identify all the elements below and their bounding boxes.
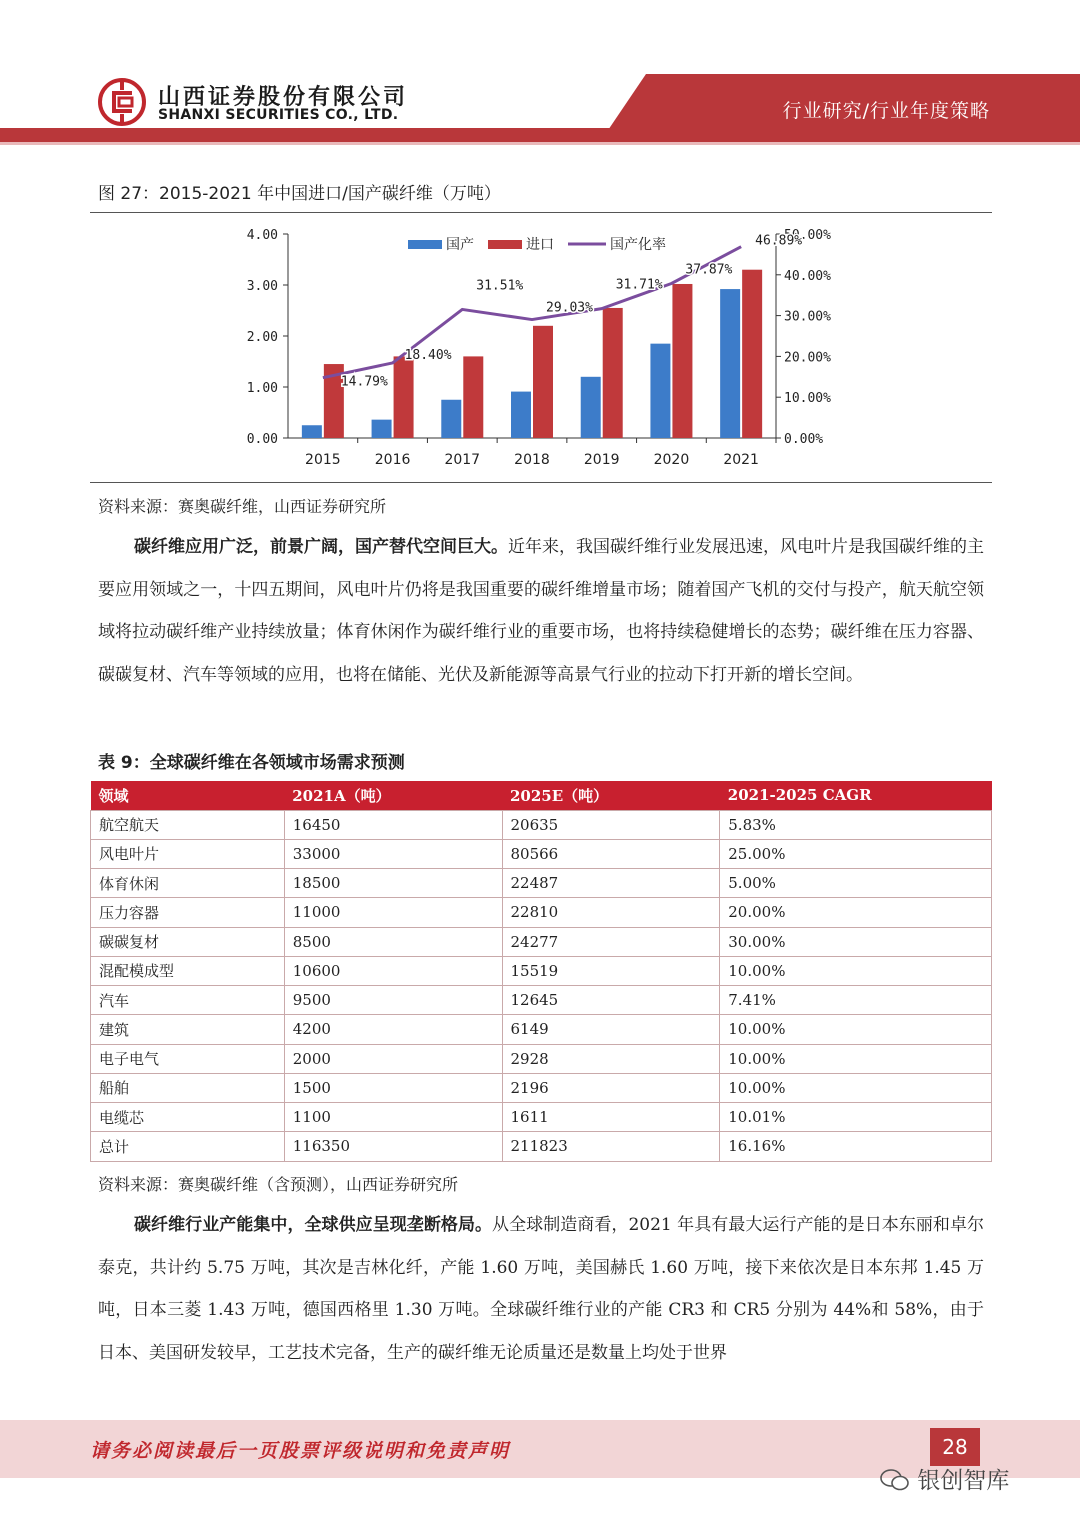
table-cell: 2196 xyxy=(502,1073,720,1102)
company-name-cn: 山西证券股份有限公司 xyxy=(158,85,409,110)
table-cell: 压力容器 xyxy=(91,898,285,927)
table-row xyxy=(91,1073,992,1102)
y-left-tick-label: 2.00 xyxy=(246,330,278,345)
table-header-row xyxy=(91,781,992,810)
table-cell: 30.00% xyxy=(720,927,992,956)
table-row xyxy=(91,986,992,1015)
table-cell: 建筑 xyxy=(91,1015,285,1044)
paragraph-2 xyxy=(98,1204,984,1374)
legend-swatch-import xyxy=(488,240,522,249)
table-source: 资料来源：赛奥碳纤维（含预测），山西证券研究所 xyxy=(98,1175,459,1194)
legend-label: 国产化率 xyxy=(610,237,666,253)
table-cell: 20.00% xyxy=(720,898,992,927)
table-cell: 22487 xyxy=(502,869,720,898)
line-data-label: 31.51% xyxy=(476,278,524,294)
table-cell: 10.01% xyxy=(720,1103,992,1132)
table-cell: 22810 xyxy=(502,898,720,927)
figure-source: 资料来源：赛奥碳纤维，山西证券研究所 xyxy=(98,497,387,516)
bar-domestic xyxy=(650,344,670,438)
table-cell: 9500 xyxy=(284,986,502,1015)
table-cell: 25.00% xyxy=(720,839,992,868)
y-left-tick-label: 4.00 xyxy=(246,228,278,243)
chart-legend xyxy=(408,236,666,253)
x-tick-label: 2021 xyxy=(723,452,759,468)
table-cell: 1100 xyxy=(284,1103,502,1132)
y-left-tick-label: 1.00 xyxy=(246,381,278,396)
bar-domestic xyxy=(581,377,601,438)
company-logo-icon xyxy=(98,78,146,126)
table-cell: 211823 xyxy=(502,1132,720,1161)
table-cell: 10.00% xyxy=(720,1015,992,1044)
table-cell: 2000 xyxy=(284,1044,502,1073)
table-cell: 11000 xyxy=(284,898,502,927)
disclaimer-link[interactable]: 请务必阅读最后一页股票评级说明和免责声明 xyxy=(90,1440,511,1462)
table-cell: 电子电气 xyxy=(91,1044,285,1073)
line-data-label: 31.71% xyxy=(615,277,663,293)
page-number: 28 xyxy=(930,1428,980,1466)
y-right-tick-label: 30.00% xyxy=(784,309,831,325)
import-domestic-chart xyxy=(90,214,992,480)
table-row xyxy=(91,956,992,985)
table-cell: 风电叶片 xyxy=(91,839,285,868)
table-cell: 24277 xyxy=(502,927,720,956)
header-band xyxy=(0,128,1080,142)
table-cell: 碳碳复材 xyxy=(91,927,285,956)
table-cell: 混配模成型 xyxy=(91,956,285,985)
table-cell: 体育休闲 xyxy=(91,869,285,898)
bar-domestic xyxy=(511,392,531,438)
bar-import xyxy=(463,356,483,438)
page-header xyxy=(0,0,1080,150)
table-header-cell: 领域 xyxy=(91,781,285,810)
table-cell: 15519 xyxy=(502,956,720,985)
table-cell: 电缆芯 xyxy=(91,1103,285,1132)
table-cell: 33000 xyxy=(284,839,502,868)
table-header-cell: 2025E（吨） xyxy=(502,781,720,810)
table-row xyxy=(91,810,992,839)
x-tick-label: 2018 xyxy=(514,452,550,468)
table-cell: 10.00% xyxy=(720,1073,992,1102)
line-data-label: 14.79% xyxy=(340,374,388,390)
table-body xyxy=(91,810,992,1161)
table-cell: 18500 xyxy=(284,869,502,898)
wechat-icon xyxy=(880,1468,910,1492)
bar-domestic xyxy=(372,420,392,438)
table-row xyxy=(91,898,992,927)
y-left-tick-label: 3.00 xyxy=(246,279,278,294)
table-cell: 16.16% xyxy=(720,1132,992,1161)
table-cell: 12645 xyxy=(502,986,720,1015)
table-cell: 5.83% xyxy=(720,810,992,839)
table-cell: 8500 xyxy=(284,927,502,956)
table-cell: 1500 xyxy=(284,1073,502,1102)
report-category: 行业研究/行业年度策略 xyxy=(782,100,990,122)
y-right-tick-label: 50.00% xyxy=(784,228,831,243)
line-data-label: 37.87% xyxy=(685,262,733,278)
bar-import xyxy=(672,284,692,438)
table-cell: 16450 xyxy=(284,810,502,839)
y-right-tick-label: 10.00% xyxy=(784,391,831,407)
line-data-label: 46.89% xyxy=(755,233,803,249)
x-tick-label: 2020 xyxy=(653,452,690,468)
paragraph-1-text: 近年来，我国碳纤维行业发展迅速，风电叶片是我国碳纤维的主要应用领域之一，十四五期间，风电叶片仍将是我国重要的碳纤维增量市场；随着国产飞机的交付与投产，航天航空领域将拉动碳纤维产业持续放量；体育休闲作为碳纤维行业的重要市场，也将持续稳健增长的态势；碳纤维在压力容器、碳碳复材、汽车等领域的应用，也将在储能、光伏及新能源等高景气行业的拉动下打开新的增长空间。 xyxy=(98,537,984,685)
watermark xyxy=(880,1462,1009,1495)
table-row xyxy=(91,1015,992,1044)
x-tick-label: 2017 xyxy=(444,452,481,468)
watermark-text: 银创智库 xyxy=(917,1468,1010,1494)
table-cell: 116350 xyxy=(284,1132,502,1161)
bar-import xyxy=(394,356,414,438)
figure-bottom-rule xyxy=(90,482,992,483)
bar-import xyxy=(533,326,553,438)
table-row xyxy=(91,1103,992,1132)
table-cell: 4200 xyxy=(284,1015,502,1044)
bar-import xyxy=(603,308,623,438)
y-right-tick-label: 20.00% xyxy=(784,350,831,366)
x-tick-label: 2019 xyxy=(583,452,620,468)
table-cell: 2928 xyxy=(502,1044,720,1073)
table-header-cell: 2021-2025 CAGR xyxy=(720,781,992,810)
table-cell: 1611 xyxy=(502,1103,720,1132)
table-row xyxy=(91,839,992,868)
chart-bars xyxy=(302,270,762,438)
table-cell: 10600 xyxy=(284,956,502,985)
table-cell: 船舶 xyxy=(91,1073,285,1102)
paragraph-2-text: 从全球制造商看，2021 年具有最大运行产能的是日本东丽和卓尔泰克，共计约 5.75 万吨，其次是吉林化纤，产能 1.60 万吨，美国赫氏 1.60 万吨，接下来依次是日本东邦 1.45 万吨，日本三菱 1.43 万吨，德国西格里 1.30 万吨。全球碳纤维行业的产能 CR3 和 CR5 分别为 44%和 58%，由于日本、美国研发较早，工艺技术完备，生产的碳纤维无论质量还是数量上均处于世界 xyxy=(98,1215,985,1363)
table-cell: 汽车 xyxy=(91,986,285,1015)
paragraph-1 xyxy=(98,526,984,696)
demand-table xyxy=(90,781,992,1162)
legend-swatch-domestic xyxy=(408,240,442,249)
y-left-tick-label: 0.00 xyxy=(246,432,278,447)
line-data-label: 18.40% xyxy=(404,347,452,363)
table-header-cell: 2021A（吨） xyxy=(284,781,502,810)
x-tick-label: 2016 xyxy=(374,452,411,468)
bar-domestic xyxy=(720,289,740,438)
table-row xyxy=(91,1044,992,1073)
table-cell: 80566 xyxy=(502,839,720,868)
bar-domestic xyxy=(441,400,461,438)
legend-label: 国产 xyxy=(446,237,474,253)
table-cell: 20635 xyxy=(502,810,720,839)
table-cell: 10.00% xyxy=(720,1044,992,1073)
x-tick-label: 2015 xyxy=(305,452,341,468)
table-cell: 总计 xyxy=(91,1132,285,1161)
table-cell: 7.41% xyxy=(720,986,992,1015)
line-data-label: 29.03% xyxy=(546,300,593,316)
figure-title: 图 27：2015-2021 年中国进口/国产碳纤维（万吨） xyxy=(98,184,501,204)
table-row xyxy=(91,927,992,956)
bar-import xyxy=(742,270,762,438)
bar-domestic xyxy=(302,425,322,438)
table-cell: 航空航天 xyxy=(91,810,285,839)
table-title: 表 9：全球碳纤维在各领域市场需求预测 xyxy=(98,753,405,773)
paragraph-1-lead: 碳纤维应用广泛，前景广阔，国产替代空间巨大。 xyxy=(134,537,508,557)
y-right-tick-label: 0.00% xyxy=(784,432,824,447)
table-cell: 6149 xyxy=(502,1015,720,1044)
table-row xyxy=(91,869,992,898)
paragraph-2-lead: 碳纤维行业产能集中，全球供应呈现垄断格局。 xyxy=(134,1215,493,1235)
company-name-en: SHANXI SECURITIES CO., LTD. xyxy=(158,107,399,123)
table-cell: 5.00% xyxy=(720,869,992,898)
table-row xyxy=(91,1132,992,1161)
figure-top-rule xyxy=(90,212,992,213)
y-right-tick-label: 40.00% xyxy=(784,268,831,284)
legend-label: 进口 xyxy=(526,237,554,253)
table-cell: 10.00% xyxy=(720,956,992,985)
header-band-light xyxy=(0,142,1080,145)
